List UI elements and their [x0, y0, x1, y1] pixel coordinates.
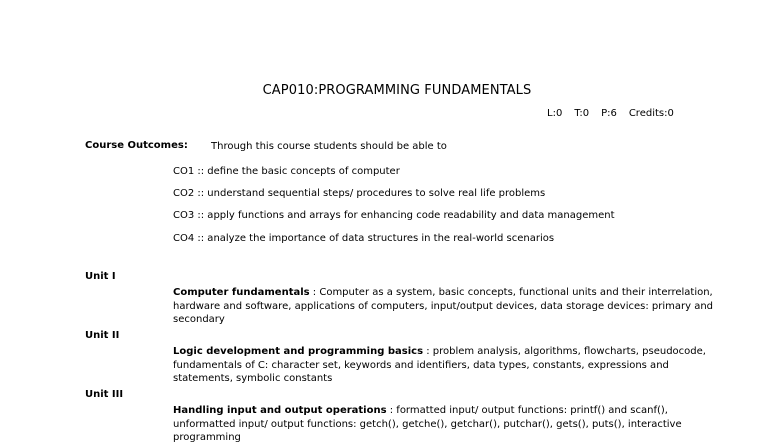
unit-1-content: Computer as a system, basic concepts, functional units and their interrelation, hardware and software, applications of computers, input/output devices, data storage devices: primary and secondary — [173, 287, 714, 325]
credits: Credits:0 — [628, 108, 674, 119]
unit-1-topic: Computer fundamentals — [173, 287, 310, 298]
course-title: CAP010:PROGRAMMING FUNDAMENTALS — [262, 83, 532, 98]
unit-3-topic: Handling input and output operations — [173, 405, 387, 416]
ltp-credits — [547, 108, 674, 119]
course-outcome-4: CO4 :: analyze the importance of data structures in the real-world scenarios — [173, 233, 555, 244]
unit-2-separator: : — [423, 346, 433, 357]
unit-3-body — [173, 404, 718, 445]
unit-2-body — [173, 345, 718, 386]
unit-1-label: Unit I — [85, 271, 116, 282]
course-outcome-1: CO1 :: define the basic concepts of computer — [173, 166, 400, 177]
unit-3-separator: : — [386, 405, 397, 416]
unit-2-label: Unit II — [85, 330, 120, 341]
unit-2-topic: Logic development and programming basics — [173, 346, 424, 357]
tutorial-hours: T:0 — [574, 108, 590, 119]
unit-1-separator: : — [309, 287, 320, 298]
unit-3-content: formatted input/ output functions: printf() and scanf(), unformatted input/ output functions: getch(), getche(), getchar(), putchar(), gets(), puts(), interactive programming — [173, 405, 682, 443]
course-outcomes-intro: Through this course students should be able to — [211, 141, 447, 152]
practical-hours: P:6 — [601, 108, 617, 119]
course-outcome-3: CO3 :: apply functions and arrays for enhancing code readability and data management — [173, 210, 615, 221]
course-outcome-2: CO2 :: understand sequential steps/ procedures to solve real life problems — [173, 188, 546, 199]
lecture-hours: L:0 — [547, 108, 563, 119]
unit-2-content: problem analysis, algorithms, flowcharts, pseudocode, fundamentals of C: character set, keywords and identifiers, data types, constants, expressions and statements, symbolic constants — [173, 346, 706, 384]
course-outcomes-heading: Course Outcomes: — [85, 140, 188, 151]
unit-3-label: Unit III — [85, 389, 124, 400]
unit-1-body — [173, 286, 718, 327]
